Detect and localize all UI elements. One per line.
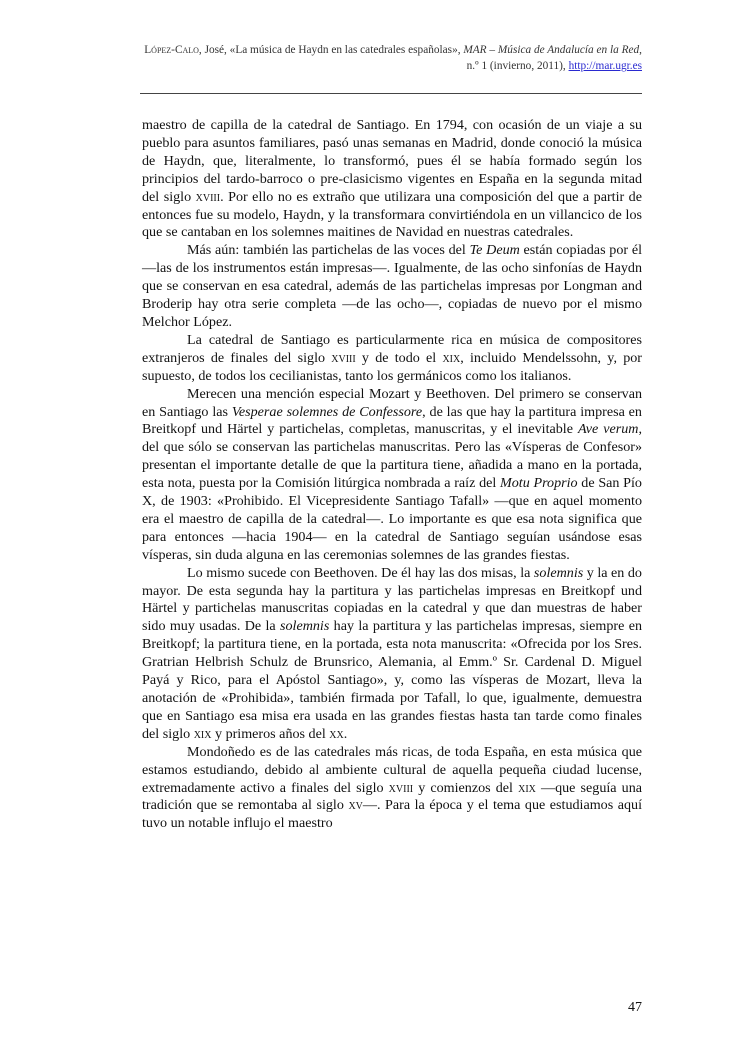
century-numeral: xviii <box>331 349 356 366</box>
header-issue: , n.º 1 (invierno, 2011), <box>466 44 642 72</box>
article-body <box>142 117 642 833</box>
century-numeral: xviii <box>195 188 221 205</box>
century-numeral: xv <box>348 797 363 814</box>
paragraph-text: de San Pío X, de 1903: «Prohibido. El Vicepresidente Santiago Tafall» —que en aquel momento era el maestro de capilla de la catedral—. Lo importante es que esa nota significa que para entonces —hacia 1904— en la catedral de Santiago seguían usándose esas vísperas, sin duda alguna en las ceremonias solemnes de las grandes fiestas. <box>142 475 642 563</box>
paragraph-text: Merecen una mención especial Mozart y Beethoven. Del primero se conservan en Santiago las <box>142 385 642 420</box>
body-paragraph <box>142 386 642 565</box>
paragraph-text: La catedral de Santiago es particularmente rica en música de compositores extranjeros de finales del siglo <box>142 331 642 366</box>
paragraph-text: . <box>343 725 348 742</box>
paragraph-text: , incluido Mendelssohn, y, por supuesto, de todos los cecilianistas, tanto los germánicos como los italianos. <box>142 349 642 384</box>
italic-title: solemnis <box>533 564 584 581</box>
paragraph-text: maestro de capilla de la catedral de Santiago. En 1794, con ocasión de un viaje a su pueblo para asuntos familiares, pasó unas semanas en Madrid, donde conoció la música de Haydn, que, literalmente, lo transformó, pues él se había formado según los principios del tardo-barroco o pre-clasicismo vigentes en España en la segunda mitad del siglo <box>142 117 642 205</box>
paragraph-text: , de las que hay la partitura impresa en Breitkopf und Härtel y partichelas, completas, manuscritas, y el inevitable <box>142 403 642 438</box>
paragraph-text: Mondoñedo es de las catedrales más ricas, de toda España, en esta música que estamos estudiando, debido al ambiente cultural de aquella pequeña ciudad lucense, extremadamente activo a finales del siglo <box>142 743 642 796</box>
running-header <box>140 42 642 74</box>
body-paragraph <box>142 117 642 242</box>
paragraph-text: y primeros años del <box>211 725 330 742</box>
paragraph-text: hay la partitura y las partichelas impresas, siempre en Breitkopf; la partitura tiene, en la portada, esta nota manuscrita: «Ofrecida por los Sres. Gratrian Helbrish Schulz de Brunsrico, Alemania, al Emm.º Sr. Cardenal D. Miguel Payá y Rico, para el Apóstol Santiago», y, como las vísperas de Mozart, lleva la anotación de «Prohibida», también firmada por Tafall, lo que, igualmente, demuestra que en Santiago esa misa era usada en las grandes fiestas hasta tan tarde como finales del siglo <box>142 618 642 742</box>
italic-title: Ave verum <box>577 421 639 438</box>
italic-title: Te Deum <box>469 242 520 259</box>
page-number: 47 <box>628 1000 642 1015</box>
paragraph-text: y de todo el <box>355 349 443 366</box>
body-paragraph <box>142 332 642 386</box>
header-author: López-Calo <box>144 44 199 56</box>
century-numeral: xix <box>442 349 461 366</box>
paragraph-text: , del que sólo se conservan las partichelas manuscritas. Pero las «Vísperas de Confesor» presentan el importante detalle de que la partitura tiene, añadida a mano en la portada, esta nota, puesta por la Comisión litúrgica nombrada a raíz del <box>142 421 642 492</box>
paragraph-text: —. Para la época y el tema que estudiamos aquí tuvo un notable influjo el maestro <box>142 797 642 832</box>
header-url-link[interactable]: http://mar.ugr.es <box>568 60 642 72</box>
header-rule <box>140 93 642 94</box>
italic-title: solemnis <box>280 618 330 635</box>
italic-title: Vesperae solemnes de Confessore <box>231 403 423 420</box>
paragraph-text: están copiadas por él —las de los instrumentos están impresas—. Igualmente, de las ocho sinfonías de Haydn que se conservan en esa catedral, además de las partichelas impresas por Longman and Broderip hay otra serie completa —de las ocho—, copiadas de nuevo por el mismo Melchor López. <box>142 242 642 330</box>
century-numeral: xx <box>329 725 344 742</box>
paragraph-text: y la en do mayor. De esta segunda hay la partitura y las partichelas impresas en Breitkopf und Härtel y partichelas manuscritas copiadas en la catedral y que dan muestras de haber sido muy usadas. De la <box>142 564 642 635</box>
century-numeral: xviii <box>388 779 414 796</box>
body-paragraph <box>142 242 642 332</box>
paragraph-text: . Por ello no es extraño que utilizara una composición del que a partir de entonces fue su modelo, Haydn, y la transformara convirtiéndola en un villancico de los que se cantaban en los solemnes maitines de Navidad en nuestras catedrales. <box>142 188 642 241</box>
body-paragraph <box>142 744 642 834</box>
italic-title: Motu Proprio <box>500 475 578 492</box>
header-journal: MAR – Música de Andalucía en la Red <box>463 44 640 56</box>
paragraph-text: y comienzos del <box>413 779 519 796</box>
century-numeral: xix <box>193 725 212 742</box>
paragraph-text: —que seguía una tradición que se remontaba al siglo <box>142 779 642 814</box>
body-paragraph <box>142 565 642 744</box>
paragraph-text: Lo mismo sucede con Beethoven. De él hay las dos misas, la <box>187 564 534 581</box>
paragraph-text: Más aún: también las partichelas de las voces del <box>187 242 470 259</box>
header-citation: , José, «La música de Haydn en las catedrales españolas», <box>198 44 464 56</box>
century-numeral: xix <box>518 779 536 796</box>
